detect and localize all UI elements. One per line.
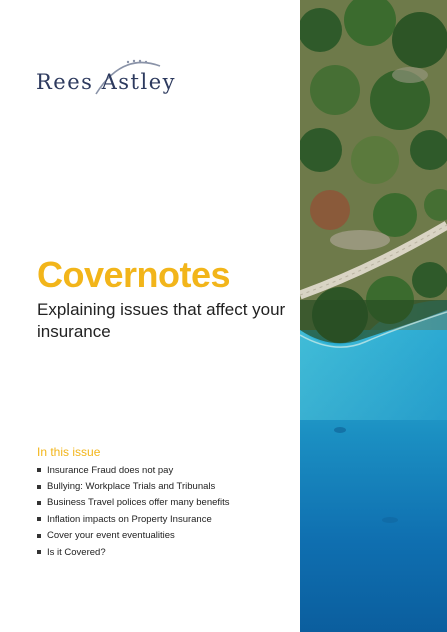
coastal-aerial-photo bbox=[300, 0, 447, 632]
bullet-icon bbox=[37, 550, 41, 554]
list-item-label: Bullying: Workplace Trials and Tribunals bbox=[47, 481, 216, 493]
list-item-label: Inflation impacts on Property Insurance bbox=[47, 513, 212, 525]
issue-list bbox=[37, 462, 230, 560]
list-item-label: Is it Covered? bbox=[47, 546, 106, 558]
list-item bbox=[37, 544, 230, 560]
bullet-icon bbox=[37, 517, 41, 521]
list-item bbox=[37, 511, 230, 527]
bullet-icon bbox=[37, 485, 41, 489]
list-item-label: Cover your event eventualities bbox=[47, 530, 175, 542]
page-subtitle: Explaining issues that affect your insurance bbox=[37, 300, 286, 341]
bullet-icon bbox=[37, 534, 41, 538]
list-item bbox=[37, 528, 230, 544]
bullet-icon bbox=[37, 468, 41, 472]
list-item bbox=[37, 462, 230, 478]
bullet-icon bbox=[37, 501, 41, 505]
in-this-issue-heading: In this issue bbox=[37, 445, 101, 459]
list-item bbox=[37, 495, 230, 511]
list-item bbox=[37, 478, 230, 494]
rees-astley-logo bbox=[36, 56, 186, 106]
logo-text: Rees Astley bbox=[36, 70, 177, 94]
page-title: Covernotes bbox=[37, 254, 231, 295]
coastline-image bbox=[300, 0, 447, 632]
list-item-label: Business Travel polices offer many benefits bbox=[47, 497, 230, 509]
list-item-label: Insurance Fraud does not pay bbox=[47, 464, 174, 476]
